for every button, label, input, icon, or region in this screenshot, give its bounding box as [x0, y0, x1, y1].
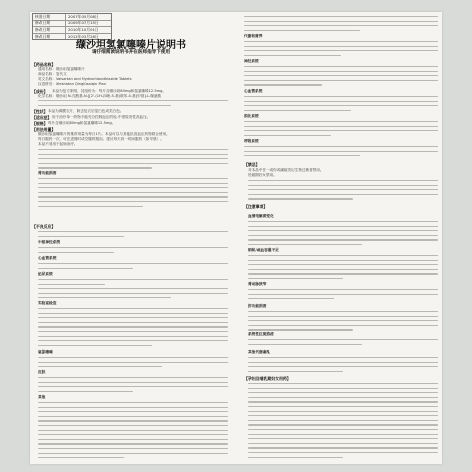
leaflet-page — [30, 12, 442, 464]
approval-row — [33, 27, 111, 34]
section-heading-ingredients: 【成份】 — [32, 89, 48, 94]
digestive-body-text — [244, 121, 438, 139]
section-heading-character: 【性状】 — [32, 109, 48, 114]
approval-value: 2007年05月08日 — [68, 13, 99, 19]
subheading-lupus: 系统性红斑狼疮 — [248, 332, 274, 336]
approval-value: 2010年10月01日 — [68, 27, 99, 33]
subheading-electrolyte: 血清电解质变化 — [248, 214, 274, 218]
document-warning: 请仔细阅读说明书并在医师指导下使用 — [91, 50, 171, 55]
skin-body-text — [38, 377, 228, 395]
subheading-cardio: 心血管系统 — [244, 89, 263, 93]
liver-body-text — [248, 311, 438, 334]
usage-line: 本品不适用于起始治疗。 — [38, 142, 78, 146]
subheading-lab: 实验室检查 — [38, 301, 57, 305]
adverse-body-text — [38, 231, 228, 240]
metabolism-body-text — [244, 41, 438, 59]
usage-body-text — [38, 149, 228, 172]
approval-value: 2009年07月15日 — [68, 20, 99, 26]
adverse-continued-text — [244, 16, 438, 34]
renal-body-text — [38, 178, 228, 210]
subheading-renal-artery: 肾动脉狭窄 — [248, 282, 267, 286]
section-heading-pregnancy: 【孕妇及哺乳期妇女用药】 — [244, 376, 291, 381]
ingredients-line: 本品为复方制剂，其组份为：每片含缬沙坦80mg和氢氯噻嗪12.5mg。 — [52, 89, 166, 93]
document-title: 缬沙坦氢氯噻嗪片说明书 — [76, 40, 186, 51]
subheading-cns: 中枢神经系统 — [38, 240, 61, 244]
approval-key: 修改日期 — [33, 27, 66, 33]
approval-value: 2012年03月26日 — [68, 33, 99, 39]
usage-line: 每日服药一次，可在进餐时或空腹时服用。建议每天同一时间服药（如早晨）。 — [38, 137, 164, 141]
subheading-sodium: 钠和/或血容量不足 — [248, 248, 279, 252]
approval-key: 修改日期 — [33, 34, 66, 40]
lupus-body-text — [248, 339, 438, 348]
cardio-body-text — [244, 96, 438, 114]
cns-body-text — [38, 247, 228, 256]
section-heading-taboo: 【禁忌】 — [244, 162, 260, 167]
section-heading-caution: 【注意事项】 — [244, 204, 268, 209]
adverse-body-text-2 — [38, 288, 228, 302]
character-line: 本品为薄膜衣片，除去包衣后显白色或类白色。 — [48, 109, 124, 113]
subheading-hctz: 氢氯噻嗪 — [38, 350, 53, 354]
taboo-line: 妊娠期妇女禁用。 — [248, 173, 277, 177]
subheading-urinary: 泌尿系统 — [38, 272, 53, 276]
section-heading-adverse: 【不良反应】 — [32, 224, 56, 229]
drug-name-line: 商品名称：复代文 — [38, 72, 67, 76]
electrolyte-body-text — [248, 221, 438, 249]
indication-line: 用于治疗单一药物不能充分控制血压的轻-中度原发性高血压。 — [52, 115, 151, 119]
cardiovascular-body-text — [38, 263, 228, 272]
section-heading-drug-name: 【药品名称】 — [32, 62, 56, 67]
section-heading-spec: 【规格】 — [32, 121, 48, 126]
sodium-body-text — [248, 255, 438, 283]
subheading-metabolism: 代谢和营养 — [244, 34, 263, 38]
approval-key: 核准日期 — [33, 14, 66, 20]
metabolic-body-text — [248, 357, 438, 375]
subheading-nervous: 神经系统 — [244, 59, 259, 63]
lab-body-text — [38, 308, 228, 349]
other-body-text — [38, 402, 228, 462]
urinary-body-text — [38, 279, 228, 288]
subheading-other: 其他 — [38, 395, 46, 399]
subheading-metabolic: 其他代谢紊乱 — [248, 350, 271, 354]
subheading-cardiovascular: 心血管系统 — [38, 256, 57, 260]
section-heading-usage: 【用法用量】 — [32, 127, 56, 132]
subheading-renal: 肾功能损害 — [38, 171, 57, 175]
drug-name-line: 英文名称：Valsartan and Hydrochlorothiazide Tablets — [38, 77, 132, 81]
approval-key: 修改日期 — [33, 21, 66, 27]
spec-line: 每片含缬沙坦80mg和氢氯噻嗪12.5mg。 — [48, 121, 116, 125]
taboo-body-text — [248, 180, 438, 203]
subheading-liver: 肝功能损害 — [248, 304, 267, 308]
subheading-digestive: 消化系统 — [244, 114, 259, 118]
usage-line: 缬沙坦氢氯噻嗪片的推荐剂量为每日1片。本品可以与其他抗高血压药物联合使用。 — [38, 132, 170, 136]
drug-name-line: 通用名称：缬沙坦氢氯噻嗪片 — [38, 67, 85, 71]
ingredients-body-text — [38, 100, 228, 109]
drug-name-line: 汉语拼音：Xieshatan Qinglüsaiqin Pian — [38, 82, 107, 86]
renal-artery-body-text — [248, 289, 438, 303]
nervous-body-text — [244, 66, 438, 89]
pregnancy-body-text — [248, 383, 438, 461]
respiratory-body-text — [244, 146, 438, 160]
taboo-line: 对本品中任一成份或磺胺类衍生物过敏者禁用。 — [248, 168, 324, 172]
ingredients-line: 化学名称：缬沙坦 N-戊酰基-N-[[2'-(1H-四唑-5-基)联苯-4-基]甲基]-L-缬氨酸 — [38, 94, 162, 98]
subheading-skin: 皮肤 — [38, 370, 46, 374]
subheading-respiratory: 呼吸系统 — [244, 139, 259, 143]
hctz-body-text — [38, 357, 228, 371]
section-heading-indication: 【适应症】 — [32, 115, 52, 120]
